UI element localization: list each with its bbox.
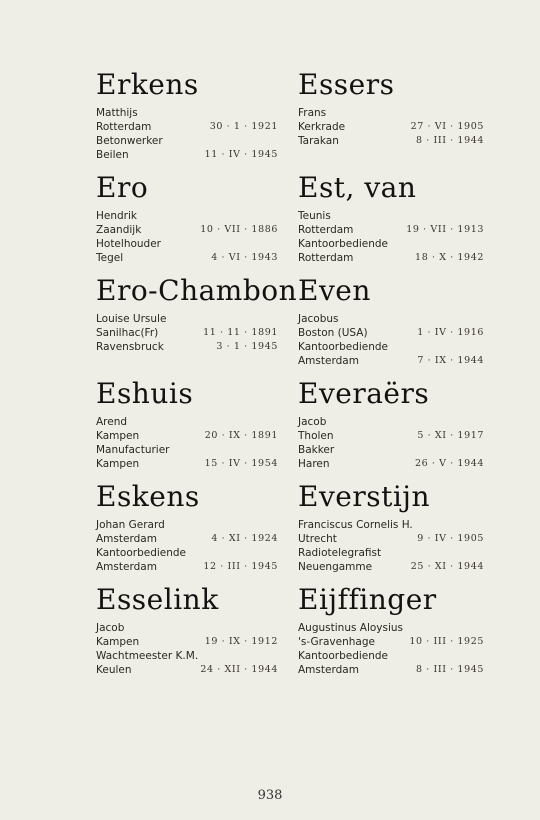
entry-line: [96, 649, 296, 663]
entry-line: [96, 518, 296, 532]
birthplace: Rotterdam: [96, 121, 152, 133]
birth-date: 9 · IV · 1905: [417, 533, 484, 544]
deathplace: Haren: [298, 458, 330, 470]
page-number: 938: [257, 788, 283, 803]
birthplace: Kampen: [96, 430, 140, 442]
person-entry: [298, 583, 498, 686]
entry-line: [96, 312, 296, 326]
birth-date: 19 · IX · 1912: [204, 636, 278, 647]
person-entry: [298, 68, 498, 171]
deathplace: Tarakan: [298, 135, 339, 147]
birthplace: Amsterdam: [96, 533, 157, 545]
entry-line: [298, 457, 498, 471]
surname: Eshuis: [96, 377, 194, 410]
entry-line: [298, 546, 498, 560]
left-column: [96, 68, 296, 686]
deathplace: Tegel: [96, 252, 124, 264]
deathplace: Amsterdam: [96, 561, 157, 573]
deathplace: Kampen: [96, 458, 140, 470]
occupation: Manufacturier: [96, 444, 170, 456]
entry-line: [298, 621, 498, 635]
entry-line: [298, 134, 498, 148]
given-names: Jacobus: [298, 313, 339, 325]
occupation: Kantoorbediende: [298, 341, 389, 353]
occupation: Radiotelegrafist: [298, 547, 382, 559]
entry-line: [298, 443, 498, 457]
deathplace: Amsterdam: [298, 355, 359, 367]
birthplace: Sanilhac(Fr): [96, 327, 159, 339]
person-entry: [96, 377, 296, 480]
entry-line: [298, 209, 498, 223]
death-date: 12 · III · 1945: [203, 561, 278, 572]
surname: Esselink: [96, 583, 219, 616]
occupation: Kantoorbediende: [96, 547, 187, 559]
entry-line: [298, 635, 498, 649]
entry-line: [298, 354, 498, 368]
entry-line: [298, 223, 498, 237]
entry-line: [96, 560, 296, 574]
entry-line: [298, 237, 498, 251]
given-names: Jacob: [298, 416, 327, 428]
birthplace: Tholen: [298, 430, 334, 442]
birthplace: Zaandijk: [96, 224, 142, 236]
entry-line: [96, 457, 296, 471]
given-names: Matthijs: [96, 107, 138, 119]
birth-date: 30 · 1 · 1921: [209, 121, 278, 132]
entry-line: [96, 106, 296, 120]
death-date: 8 · III · 1945: [416, 664, 484, 675]
birth-date: 10 · VII · 1886: [200, 224, 278, 235]
birth-date: 19 · VII · 1913: [406, 224, 484, 235]
deathplace: Keulen: [96, 664, 132, 676]
given-names: Louise Ursule: [96, 313, 167, 325]
person-entry: [298, 274, 498, 377]
entry-line: [298, 312, 498, 326]
occupation: Betonwerker: [96, 135, 163, 147]
birthplace: 's-Gravenhage: [298, 636, 375, 648]
birth-date: 4 · XI · 1924: [211, 533, 278, 544]
death-date: 11 · IV · 1945: [204, 149, 278, 160]
entry-line: [298, 120, 498, 134]
person-entry: [96, 171, 296, 274]
deathplace: Beilen: [96, 149, 129, 161]
entry-line: [96, 134, 296, 148]
surname: Est, van: [298, 171, 417, 204]
death-date: 4 · VI · 1943: [211, 252, 278, 263]
death-date: 26 · V · 1944: [414, 458, 484, 469]
deathplace: Rotterdam: [298, 252, 354, 264]
birth-date: 20 · IX · 1891: [204, 430, 278, 441]
person-entry: [96, 480, 296, 583]
entry-line: [96, 663, 296, 677]
death-date: 3 · 1 · 1945: [216, 341, 278, 352]
entry-line: [298, 560, 498, 574]
given-names: Frans: [298, 107, 327, 119]
entry-line: [298, 106, 498, 120]
birthplace: Utrecht: [298, 533, 337, 545]
entry-line: [96, 546, 296, 560]
birth-date: 1 · IV · 1916: [417, 327, 484, 338]
surname: Essers: [298, 68, 395, 101]
entry-line: [96, 209, 296, 223]
right-column: [298, 68, 498, 686]
entry-line: [298, 518, 498, 532]
birthplace: Kampen: [96, 636, 140, 648]
occupation: Kantoorbediende: [298, 238, 389, 250]
given-names: Arend: [96, 416, 128, 428]
person-entry: [298, 480, 498, 583]
entry-line: [298, 532, 498, 546]
person-entry: [96, 274, 296, 377]
death-date: 7 · IX · 1944: [417, 355, 484, 366]
entry-line: [96, 429, 296, 443]
entry-line: [298, 429, 498, 443]
entry-line: [96, 621, 296, 635]
surname: Ero: [96, 171, 149, 204]
given-names: Franciscus Cornelis H.: [298, 519, 413, 531]
person-entry: [298, 377, 498, 480]
surname: Eskens: [96, 480, 200, 513]
given-names: Augustinus Aloysius: [298, 622, 404, 634]
occupation: Hotelhouder: [96, 238, 161, 250]
death-date: 18 · X · 1942: [415, 252, 484, 263]
entry-line: [298, 326, 498, 340]
entry-line: [96, 120, 296, 134]
surname: Even: [298, 274, 371, 307]
birthplace: Rotterdam: [298, 224, 354, 236]
given-names: Teunis: [298, 210, 331, 222]
person-entry: [96, 583, 296, 686]
entry-line: [96, 532, 296, 546]
deathplace: Ravensbruck: [96, 341, 164, 353]
entry-line: [96, 148, 296, 162]
occupation: Bakker: [298, 444, 335, 456]
entry-line: [96, 223, 296, 237]
entry-line: [298, 649, 498, 663]
surname: Everaërs: [298, 377, 430, 410]
birthplace: Kerkrade: [298, 121, 346, 133]
entry-line: [298, 251, 498, 265]
death-date: 25 · XI · 1944: [410, 561, 484, 572]
entry-line: [298, 340, 498, 354]
entry-line: [298, 663, 498, 677]
occupation: Kantoorbediende: [298, 650, 389, 662]
entry-line: [96, 326, 296, 340]
deathplace: Amsterdam: [298, 664, 359, 676]
surname: Ero-Chambon: [96, 274, 298, 307]
entry-line: [96, 415, 296, 429]
entry-line: [96, 237, 296, 251]
surname: Everstijn: [298, 480, 431, 513]
entry-line: [96, 251, 296, 265]
person-entry: [298, 171, 498, 274]
birth-date: 11 · 11 · 1891: [203, 327, 278, 338]
given-names: Jacob: [96, 622, 125, 634]
given-names: Johan Gerard: [96, 519, 165, 531]
deathplace: Neuengamme: [298, 561, 373, 573]
occupation: Wachtmeester K.M.: [96, 650, 199, 662]
birth-date: 5 · XI · 1917: [417, 430, 484, 441]
person-entry: [96, 68, 296, 171]
surname: Eijffinger: [298, 583, 437, 616]
given-names: Hendrik: [96, 210, 137, 222]
entry-line: [96, 635, 296, 649]
death-date: 8 · III · 1944: [416, 135, 484, 146]
entry-line: [298, 415, 498, 429]
death-date: 15 · IV · 1954: [204, 458, 278, 469]
birthplace: Boston (USA): [298, 327, 368, 339]
birth-date: 10 · III · 1925: [409, 636, 484, 647]
entry-line: [96, 340, 296, 354]
surname: Erkens: [96, 68, 199, 101]
death-date: 24 · XII · 1944: [200, 664, 278, 675]
entry-line: [96, 443, 296, 457]
birth-date: 27 · VI · 1905: [410, 121, 484, 132]
